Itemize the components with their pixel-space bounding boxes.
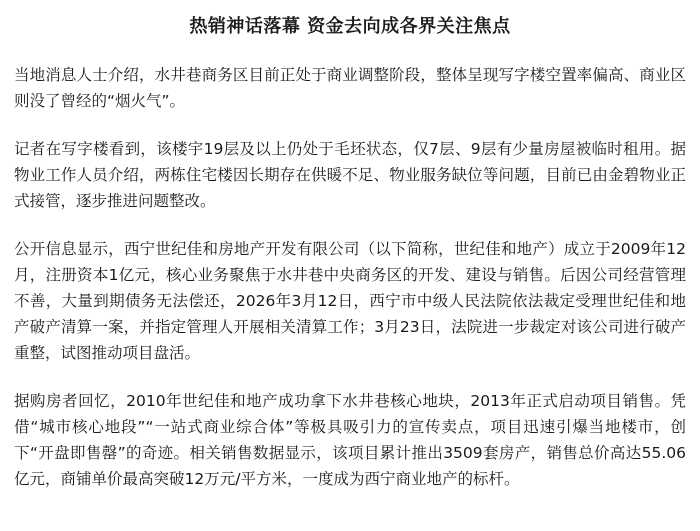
article-paragraph-4: 据购房者回忆，2010年世纪佳和地产成功拿下水井巷核心地块，2013年正式启动项目销售。凭借“城市核心地段”“一站式商业综合体”等极具吸引力的宣传卖点，项目迅速引爆当地楼市，创下“开盘即售罄”的奇迹。相关销售数据显示，该项目累计推出3509套房产，销售总价高达55.06亿元，商铺单价最高突破12万元/平方米，一度成为西宁商业地产的标杆。 [14, 392, 686, 488]
article-title: 热销神话落幕 资金去向成各界关注焦点 [189, 16, 511, 37]
article-paragraph-1: 当地消息人士介绍，水井巷商务区目前正处于商业调整阶段，整体呈现写字楼空置率偏高、商业区则没了曾经的“烟火气”。 [14, 66, 686, 110]
article-paragraph-2: 记者在写字楼看到，该楼宇19层及以上仍处于毛坯状态，仅7层、9层有少量房屋被临时租用。据物业工作人员介绍，两栋住宅楼因长期存在供暖不足、物业服务缺位等问题，目前已由金碧物业正式接管，逐步推进问题整改。 [14, 140, 686, 210]
article-paragraph-3: 公开信息显示，西宁世纪佳和房地产开发有限公司（以下简称，世纪佳和地产）成立于2009年12月，注册资本1亿元，核心业务聚焦于水井巷中央商务区的开发、建设与销售。后因公司经营管理不善，大量到期债务无法偿还，2026年3月12日，西宁市中级人民法院依法裁定受理世纪佳和地产破产清算一案，并指定管理人开展相关清算工作；3月23日，法院进一步裁定对该公司进行破产重整，试图推动项目盘活。 [14, 240, 686, 362]
